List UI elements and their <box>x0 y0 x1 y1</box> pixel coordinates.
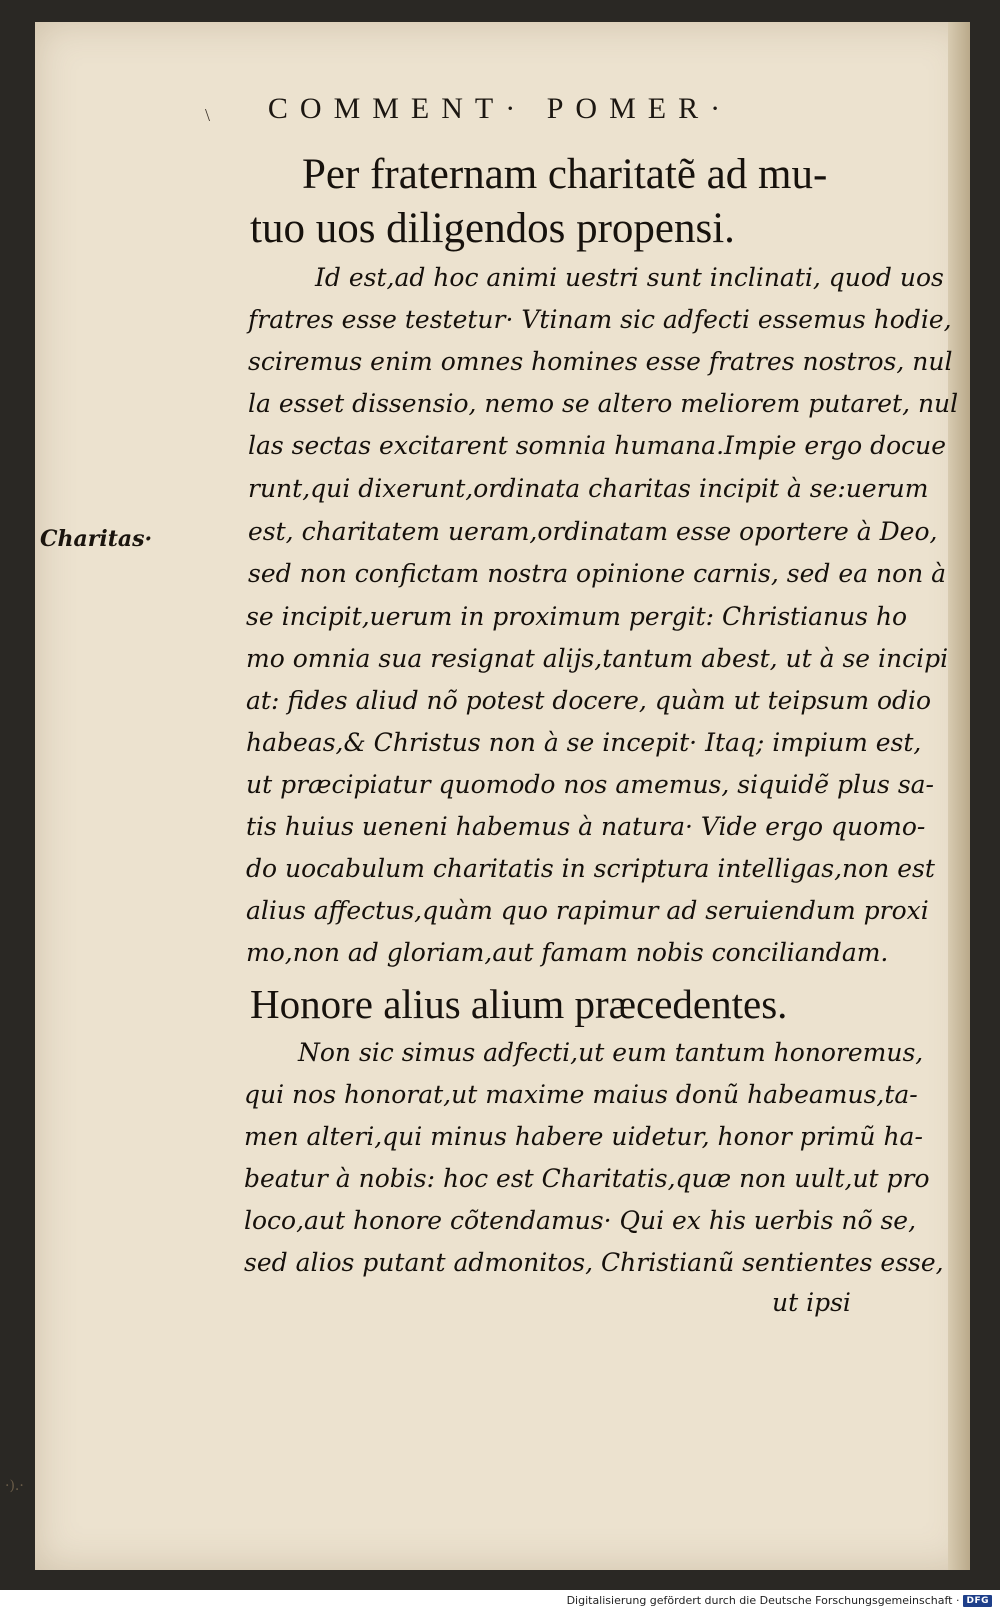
commentary-line: alius affectus,quàm quo rapimur ad seruiendum proxi <box>246 896 929 925</box>
page-edge <box>948 22 970 1570</box>
footer-text: Digitalisierung gefördert durch die Deutsche Forschungsgemeinschaft · <box>566 1594 960 1607</box>
commentary-line: at: fides aliud nõ potest docere, quàm ut teipsum odio <box>246 686 932 715</box>
lemma-line-2: tuo uos diligendos propensi. <box>250 205 735 252</box>
catchword: ut ipsi <box>772 1288 851 1317</box>
commentary-line: sed non confictam nostra opinione carnis, sed ea non à <box>248 559 947 588</box>
commentary-line: runt,qui dixerunt,ordinata charitas incipit à se:uerum <box>248 474 929 503</box>
commentary-line: mo omnia sua resignat alijs,tantum abest, ut à se incipi <box>246 644 949 673</box>
commentary-line: qui nos honorat,ut maxime maius donũ habeamus,ta- <box>244 1080 918 1109</box>
commentary-line: Non sic simus adfecti,ut eum tantum honoremus, <box>298 1038 924 1067</box>
commentary-line: sed alios putant admonitos, Christianũ sentientes esse, <box>244 1248 944 1277</box>
commentary-line: tis huius ueneni habemus à natura· Vide ergo quomo- <box>246 812 926 841</box>
running-head-mark: \ <box>205 105 211 125</box>
commentary-line: est, charitatem ueram,ordinatam esse oportere à Deo, <box>248 517 938 546</box>
commentary-line: fratres esse testetur· Vtinam sic adfecti essemus hodie, <box>248 305 952 334</box>
page-bottom-mark: ·).· <box>5 1478 24 1494</box>
funding-footer <box>567 1594 992 1607</box>
lemma-line-3: Honore alius alium præcedentes. <box>250 981 788 1027</box>
commentary-line: Id est,ad hoc animi uestri sunt inclinati, quod uos <box>315 263 944 292</box>
margin-note: Charitas· <box>40 526 153 552</box>
commentary-line: las sectas excitarent somnia humana.Impie ergo docue <box>248 431 947 460</box>
commentary-line: ut præcipiatur quomodo nos amemus, siquidẽ plus sa- <box>246 770 935 799</box>
commentary-line: la esset dissensio, nemo se altero meliorem putaret, nul <box>248 389 959 418</box>
dfg-logo-icon: DFG <box>963 1595 992 1607</box>
commentary-line: sciremus enim omnes homines esse fratres nostros, nul <box>248 347 953 376</box>
commentary-line: do uocabulum charitatis in scriptura intelligas,non est <box>246 854 935 883</box>
commentary-line: se incipit,uerum in proximum pergit: Christianus ho <box>246 602 908 631</box>
commentary-line: mo,non ad gloriam,aut famam nobis conciliandam. <box>246 938 889 967</box>
running-head: COMMENT· POMER· <box>267 92 733 125</box>
commentary-line: beatur à nobis: hoc est Charitatis,quæ non uult,ut pro <box>244 1164 930 1193</box>
commentary-line: loco,aut honore cõtendamus· Qui ex his uerbis nõ se, <box>244 1206 917 1235</box>
lemma-line-1: Per fraternam charitatẽ ad mu- <box>302 151 828 198</box>
commentary-line: habeas,& Christus non à se incepit· Itaq; impium est, <box>246 728 922 757</box>
commentary-line: men alteri,qui minus habere uidetur, honor primũ ha- <box>244 1122 923 1151</box>
